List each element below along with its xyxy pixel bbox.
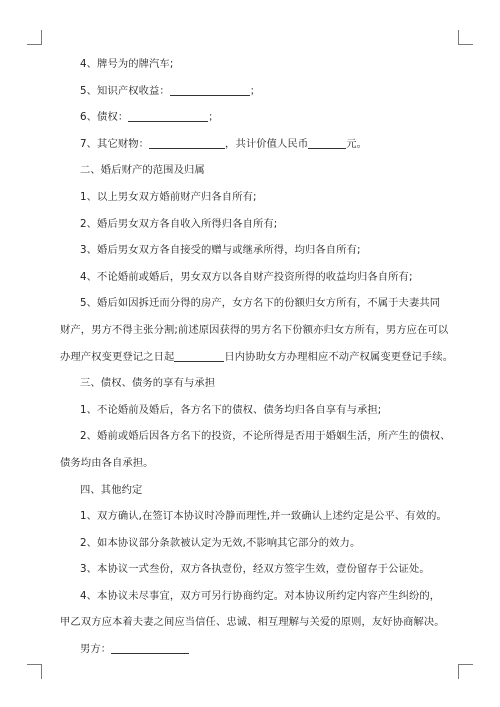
item-other-label: 7、其它财物： [80, 137, 150, 150]
other-property-blank[interactable] [149, 136, 225, 149]
clause-2-2: 2、婚后男女双方各自收入所得归各自所有; [80, 217, 278, 230]
clause-2-5-line-2: 财产，男方不得主张分割;前述原因获得的男方名下份额亦归女方所有，男方应在可以 [60, 323, 449, 336]
section-heading-2: 二、婚后财产的范围及归属 [80, 164, 205, 177]
clause-2-1: 1、以上男女双方婚前财产归各自所有; [80, 190, 257, 203]
signature-blank[interactable] [111, 641, 189, 654]
signature-label: 男方： [80, 643, 112, 656]
crop-mark-bottom-left [27, 664, 42, 679]
crop-mark-top-right [458, 30, 473, 45]
clause-2-4: 4、不论婚前或婚后，男女双方以各自财产投资所得的收益均归各自所有; [80, 270, 413, 283]
item-other-property [60, 136, 452, 152]
ip-income-blank[interactable] [170, 83, 250, 96]
clause-2-5-pre: 办理产权变更登记之日起 [60, 350, 175, 363]
clause-4-2: 2、如本协议部分条款被认定为无效,不影响其它部分的效力。 [80, 536, 361, 549]
clause-3-2-line-1: 2、婚前或婚后因各方名下的投资，不论所得是否用于婚姻生活，所产生的债权、 [80, 430, 451, 443]
clause-2-5-line-1: 5、婚后如因拆迁而分得的房产，女方名下的份额归女方所有，不属于夫妻共同 [80, 297, 441, 310]
item-claims-end: ； [208, 111, 219, 124]
clause-2-5-post: 日内协助女方办理相应不动产权属变更登记手续。 [224, 350, 454, 363]
clause-2-5-line-3 [60, 349, 452, 365]
item-other-value-label: ，共计价值人民币 [225, 137, 309, 150]
item-other-unit: 元。 [346, 137, 368, 150]
clause-3-1: 1、不论婚前及婚后，各方名下的债权、债务均归各自享有与承担; [80, 403, 382, 416]
item-car: 4、牌号为的牌汽车; [80, 58, 174, 70]
item-ip-income-label: 5、知识产权收益： [80, 84, 170, 97]
crop-mark-bottom-right [458, 664, 473, 679]
clause-3-2-line-2: 债务均由各自承担。 [60, 456, 154, 469]
clause-4-4-line-2: 甲乙双方应本着夫妻之间应当信任、忠诚、相互理解与关爱的原则，友好协商解决。 [60, 616, 445, 629]
item-claims-label: 6、债权： [80, 111, 129, 124]
claims-blank[interactable] [128, 109, 208, 122]
item-ip-income-end: ； [249, 84, 261, 97]
crop-mark-top-left [27, 30, 42, 45]
clause-2-3: 3、婚后男女双方各自接受的赠与或继承所得，均归各自所有; [80, 244, 361, 257]
other-value-blank[interactable] [308, 136, 346, 149]
section-heading-4: 四、其他约定 [80, 483, 143, 496]
section-heading-3: 三、债权、债务的享有与承担 [80, 377, 216, 390]
clause-4-4-line-1: 4、本协议未尽事宜，双方可另行协商约定。对本协议所约定内容产生纠纷的， [80, 589, 441, 602]
clause-4-3: 3、本协议一式叁份，双方各执壹份，经双方签字生效，壹份留存于公证处。 [80, 563, 430, 576]
item-ip-income [60, 83, 452, 99]
clause-4-1: 1、双方确认,在签订本协议时冷静而理性,并一致确认上述约定是公平、有效的。 [80, 510, 447, 523]
item-claims [60, 109, 452, 125]
document-body [60, 56, 452, 668]
days-blank[interactable] [174, 349, 224, 362]
signature-line-male [60, 641, 452, 657]
